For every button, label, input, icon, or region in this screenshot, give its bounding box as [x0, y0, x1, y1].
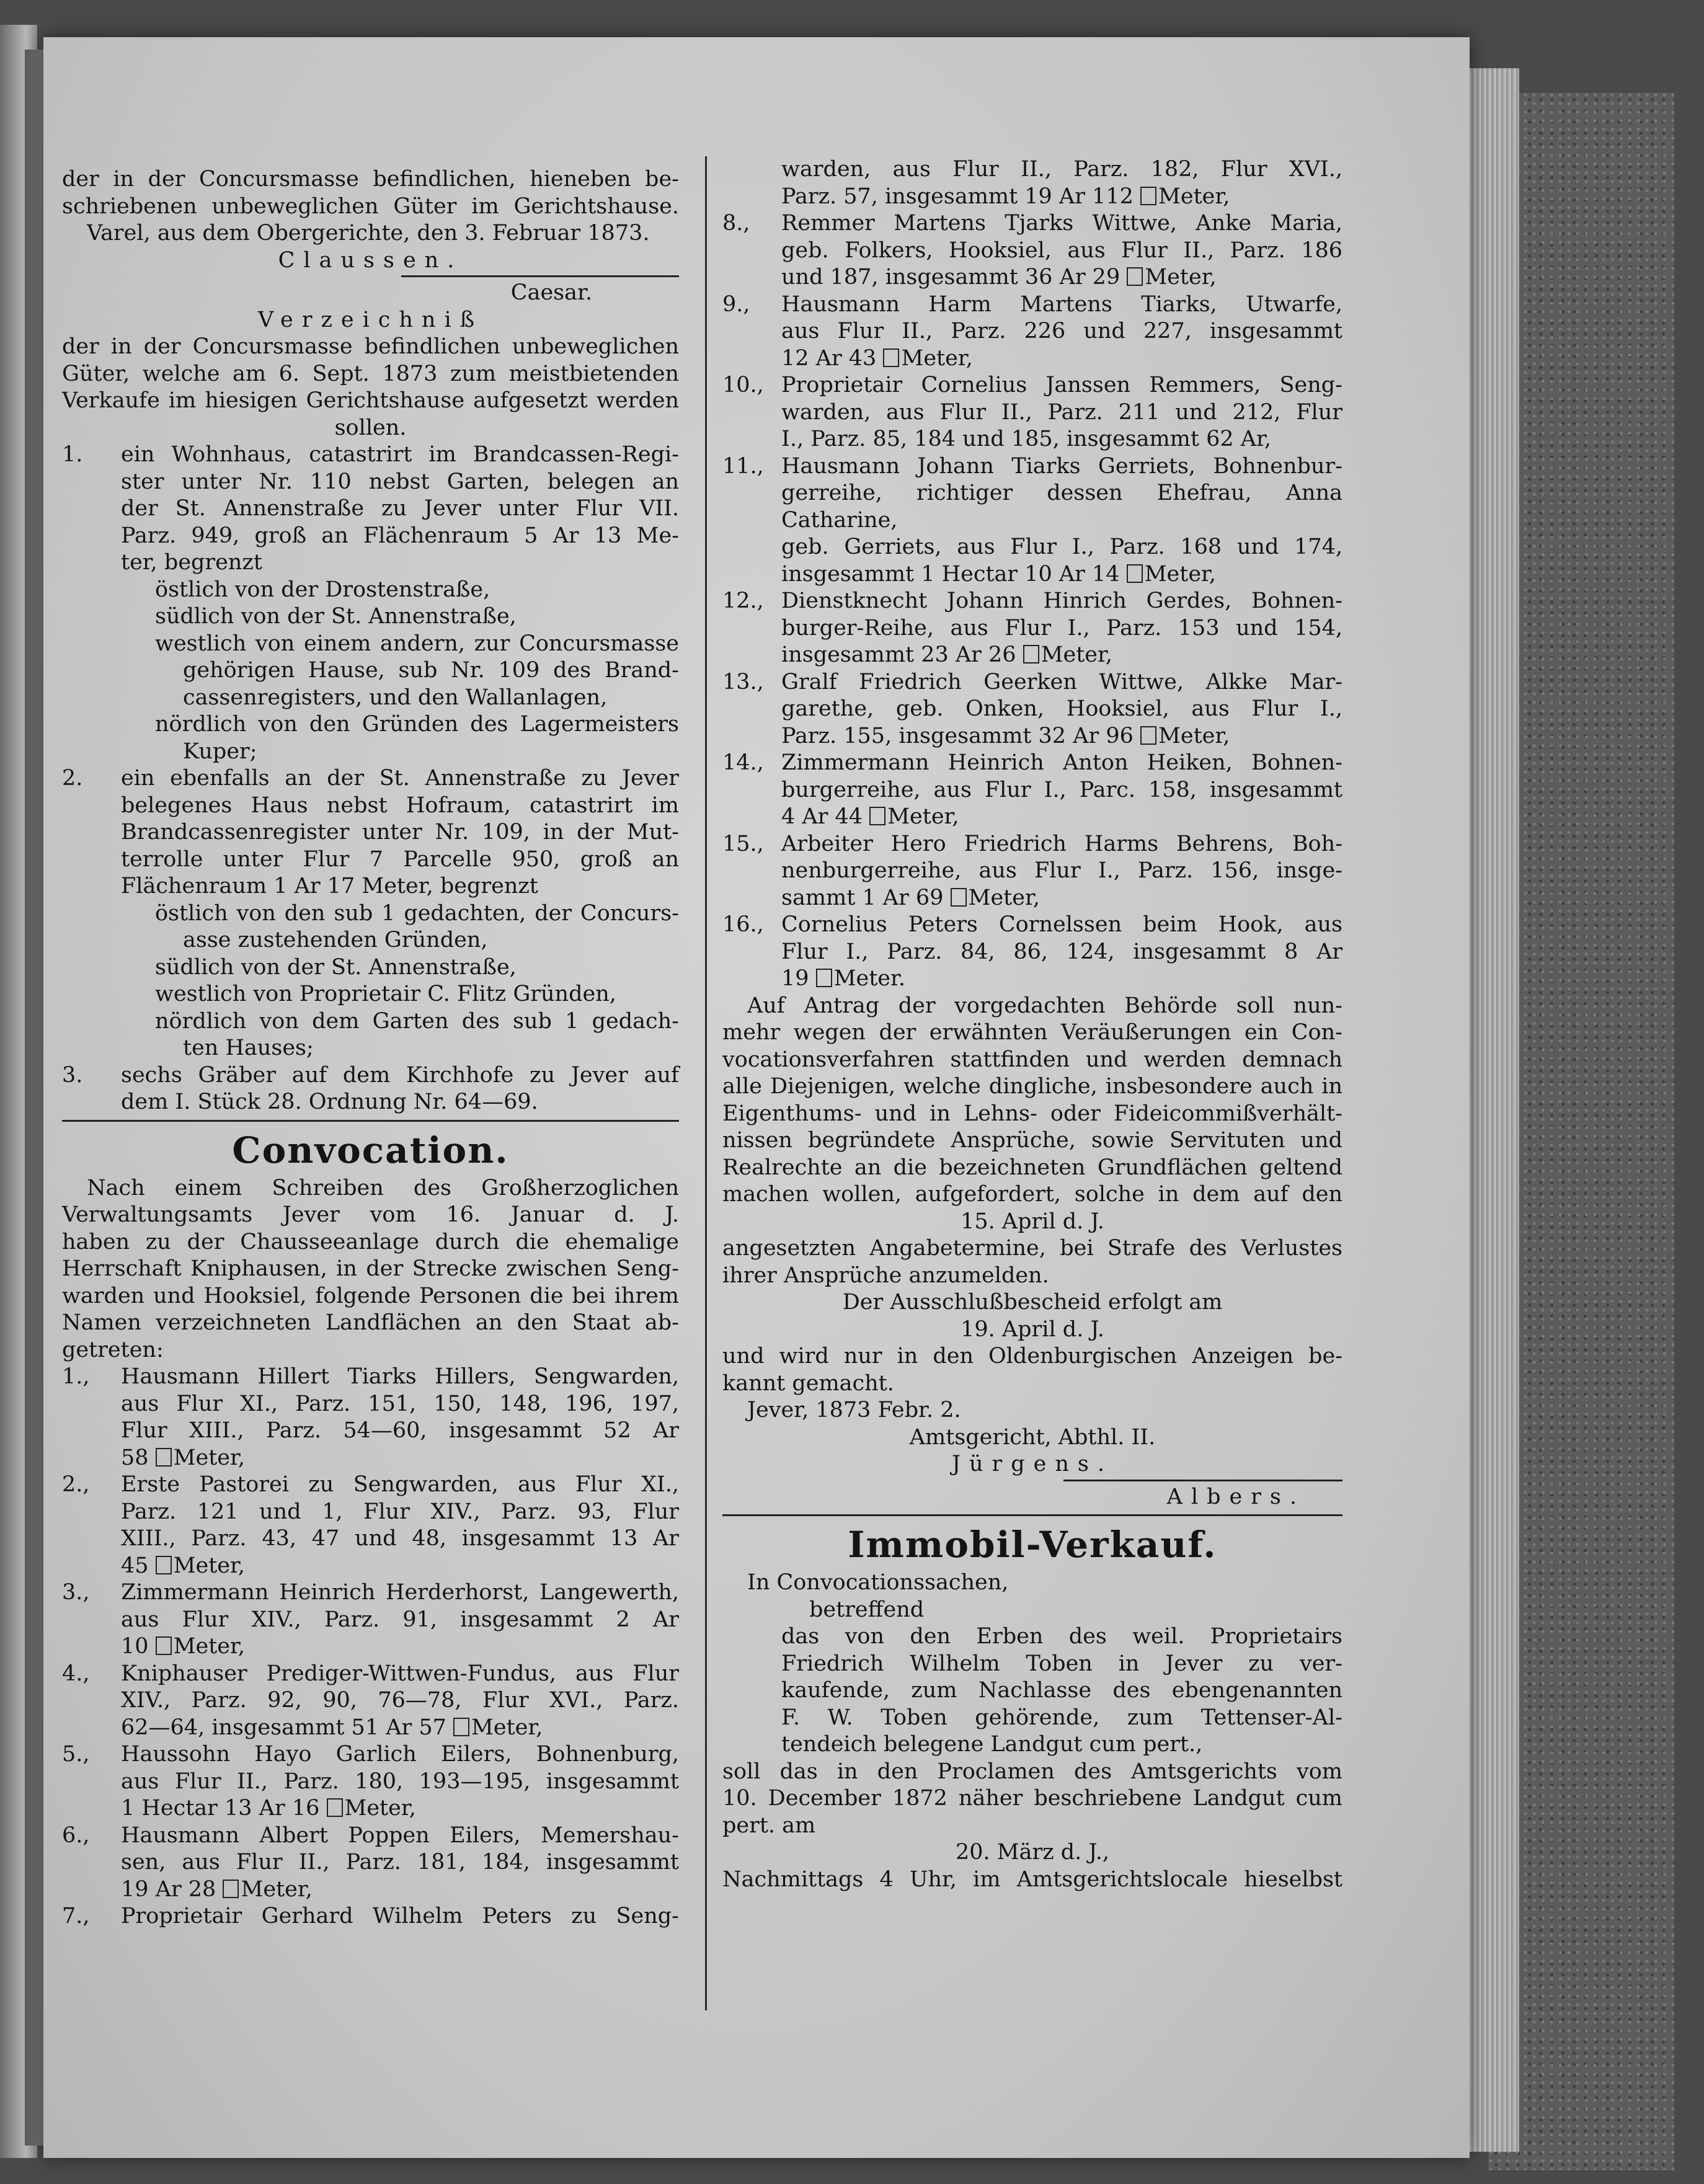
closing-line: Auf Antrag der vorgedachten Behörde soll nun-: [747, 993, 1342, 1018]
list-item: 9., Hausmann Harm Martens Tiarks, Utwarfe,: [722, 291, 1342, 317]
immobil-desc: tendeich belegene Landgut cum pert.,: [781, 1732, 1203, 1757]
item-number: 2.: [62, 766, 83, 791]
list-item: 11., Hausmann Johann Tiarks Gerriets, Bohnenbur-: [722, 453, 1342, 479]
verzeichnis-line: der in der Concursmasse befindlichen unbeweglichen: [62, 334, 679, 359]
square-symbol: [223, 1880, 239, 1898]
list-item-line: aus Flur XI., Parz. 151, 150, 148, 196, 197,: [121, 1391, 679, 1416]
square-symbol: [156, 1448, 172, 1467]
list-item-line: 62—64, insgesammt 51 Ar 57 Meter,: [121, 1715, 543, 1740]
closing-line: alle Diejenigen, welche dingliche, insbesondere auch in: [722, 1074, 1342, 1099]
list-item: 15., Arbeiter Hero Friedrich Harms Behrens, Boh-: [722, 831, 1342, 856]
square-symbol: [883, 348, 899, 367]
list-item-line: Parz. 57, insgesammt 19 Ar 112 Meter,: [781, 184, 1230, 209]
immobil-desc: kaufende, zum Nachlasse des ebengenannten: [781, 1678, 1342, 1703]
list-item-line: Flächenraum 1 Ar 17 Meter, begrenzt: [121, 874, 538, 899]
closing-line: kannt gemacht.: [722, 1370, 894, 1396]
closing-line: Der Ausschlußbescheid erfolgt am: [842, 1290, 1223, 1315]
section-rule: [62, 1120, 679, 1122]
closing-line: und wird nur in den Oldenburgischen Anzeigen be-: [722, 1344, 1342, 1369]
closing-line: nissen begründete Ansprüche, sowie Servituten und: [722, 1128, 1342, 1153]
convocation-line: warden und Hooksiel, folgende Personen die bei ihrem: [62, 1283, 679, 1308]
square-symbol: [816, 969, 832, 987]
signature-rule: [1063, 1480, 1342, 1481]
list-item: 16., Cornelius Peters Cornelssen beim Hook, aus: [722, 912, 1342, 937]
list-item-line: insgesammt 1 Hectar 10 Ar 14 Meter,: [781, 561, 1217, 587]
list-item-line: terrolle unter Flur 7 Parcelle 950, groß an: [121, 846, 679, 872]
boundary-line: nördlich von dem Garten des sub 1 gedach-: [155, 1008, 679, 1034]
right-column: [722, 156, 1342, 1893]
square-symbol: [453, 1718, 469, 1736]
list-item-line: 58 Meter,: [121, 1445, 246, 1470]
list-item-line: sammt 1 Ar 69 Meter,: [781, 885, 1040, 910]
list-item: 8., Remmer Martens Tjarks Wittwe, Anke Maria,: [722, 211, 1342, 236]
square-symbol: [1127, 267, 1143, 286]
list-item-line: XIII., Parz. 43, 47 und 48, insgesammt 13 Ar: [121, 1526, 679, 1551]
signature-juergens: Jürgens.: [951, 1452, 1114, 1476]
intro-line: schriebenen unbeweglichen Güter im Gerichtshause.: [62, 193, 679, 219]
list-item-line: ter, begrenzt: [121, 550, 262, 575]
verzeichnis-title: Verzeichniß: [257, 307, 484, 332]
square-symbol: [869, 807, 885, 825]
signature-caesar: Caesar.: [510, 280, 592, 305]
square-symbol: [1140, 187, 1156, 205]
list-item-line: insgesammt 23 Ar 26 Meter,: [781, 642, 1113, 667]
verzeichnis-line: Verkaufe im hiesigen Gerichtshause aufgesetzt werden: [62, 388, 679, 413]
convocation-line: haben zu der Chausseeanlage durch die ehemalige: [62, 1229, 679, 1254]
convocation-title: Convocation.: [232, 1129, 509, 1171]
immobil-line: In Convocationssachen,: [747, 1570, 1009, 1595]
list-item-line: 10 Meter,: [121, 1634, 246, 1659]
immobil-desc: das von den Erben des weil. Proprietairs: [781, 1624, 1342, 1649]
list-item-line: aus Flur XIV., Parz. 91, insgesammt 2 Ar: [121, 1607, 679, 1632]
court-name: Amtsgericht, Abthl. II.: [909, 1424, 1156, 1450]
list-item-line: Parz. 121 und 1, Flur XIV., Parz. 93, Flur: [121, 1499, 679, 1524]
square-symbol: [156, 1636, 172, 1655]
signature-claussen: Claussen.: [278, 247, 463, 273]
list-item-line: I., Parz. 85, 184 und 185, insgesammt 62 Ar,: [781, 427, 1272, 451]
list-item-line: 45 Meter,: [121, 1553, 246, 1578]
boundary-line: Kuper;: [183, 739, 257, 764]
boundary-line: östlich von den sub 1 gedachten, der Concurs-: [155, 900, 679, 926]
sale-time: Nachmittags 4 Uhr, im Amtsgerichtslocale hieselbst: [722, 1867, 1342, 1892]
place-date: Jever, 1873 Febr. 2.: [747, 1398, 961, 1423]
list-item-line: burger-Reihe, aus Flur I., Parz. 153 und 154,: [781, 615, 1342, 641]
list-item: 5., Haussohn Hayo Garlich Eilers, Bohnenburg,: [62, 1742, 679, 1767]
list-item-line: Flur XIII., Parz. 54—60, insgesammt 52 Ar: [121, 1418, 679, 1443]
item-number: 3.: [62, 1062, 83, 1088]
intro-dateline: Varel, aus dem Obergerichte, den 3. Februar 1873.: [87, 221, 650, 246]
list-item-line: XIV., Parz. 92, 90, 76—78, Flur XVI., Parz.: [121, 1688, 679, 1713]
boundary-line: östlich von der Drostenstraße,: [155, 577, 490, 602]
convocation-line: Nach einem Schreiben des Großherzoglichen: [87, 1175, 679, 1201]
list-item-line: dem I. Stück 28. Ordnung Nr. 64—69.: [121, 1090, 538, 1114]
square-symbol: [156, 1556, 172, 1574]
list-item-line: aus Flur II., Parz. 180, 193—195, insgesammt: [121, 1769, 679, 1794]
list-item-line: warden, aus Flur II., Parz. 182, Flur XVI.,: [781, 157, 1342, 182]
immobil-line: betreffend: [809, 1597, 925, 1622]
list-item-line: garethe, geb. Onken, Hooksiel, aus Flur I.,: [781, 696, 1342, 721]
list-item-line: Flur I., Parz. 84, 86, 124, insgesammt 8 Ar: [781, 939, 1342, 964]
boundary-line: nördlich von den Gründen des Lagermeisters: [155, 712, 679, 737]
list-item-line: warden, aus Flur II., Parz. 211 und 212, Flur: [781, 399, 1342, 425]
intro-line: der in der Concursmasse befindlichen, hieneben be-: [62, 167, 679, 192]
convocation-line: getreten:: [62, 1337, 164, 1362]
list-item-line: der St. Annenstraße zu Jever unter Flur VII.: [121, 496, 679, 521]
boundary-line: gehörigen Hause, sub Nr. 109 des Brand-: [183, 658, 679, 683]
list-item: 7., Proprietair Gerhard Wilhelm Peters zu Seng-: [62, 1904, 679, 1929]
immobil-body: pert. am: [722, 1813, 816, 1838]
immobil-desc: Friedrich Wilhelm Toben in Jever zu ver-: [781, 1651, 1342, 1676]
boundary-line: südlich von der St. Annenstraße,: [155, 604, 517, 629]
square-symbol: [327, 1798, 343, 1817]
list-item-line: 19 Ar 28 Meter,: [121, 1876, 313, 1902]
boundary-line: westlich von einem andern, zur Concursmasse: [155, 631, 679, 656]
boundary-line: westlich von Proprietair C. Flitz Gründen,: [155, 982, 616, 1006]
closing-line: mehr wegen der erwähnten Veräußerungen ein Con-: [722, 1020, 1342, 1045]
decision-date: 19. April d. J.: [961, 1316, 1104, 1342]
convocation-line: Verwaltungsamts Jever vom 16. Januar d. J.: [62, 1202, 679, 1227]
list-item: 1., Hausmann Hillert Tiarks Hillers, Sengwarden,: [62, 1364, 679, 1389]
square-symbol: [1023, 645, 1039, 664]
closing-line: ihrer Ansprüche anzumelden.: [722, 1263, 1049, 1288]
verzeichnis-line: Güter, welche am 6. Sept. 1873 zum meistbietenden: [62, 361, 679, 386]
list-item: 6., Hausmann Albert Poppen Eilers, Memershau-: [62, 1822, 679, 1848]
list-item-line: geb. Gerriets, aus Flur I., Parz. 168 und 174,: [781, 535, 1342, 559]
list-item: 2. ein ebenfalls an der St. Annenstraße zu Jever: [62, 765, 679, 792]
list-item-line: gerreihe, richtiger dessen Ehefrau, Anna Catharine,: [781, 481, 1342, 533]
column-divider: [705, 156, 707, 2010]
list-item: 1. ein Wohnhaus, catastrirt im Brandcassen-Regi-: [62, 442, 679, 469]
signature-albers: Albers.: [1166, 1484, 1305, 1509]
convocation-line: Herrschaft Kniphausen, in der Strecke zwischen Seng-: [62, 1256, 679, 1281]
list-item-line: Brandcassenregister unter Nr. 109, in der Mut-: [121, 820, 679, 845]
item-number: 1.: [62, 442, 83, 467]
square-symbol: [951, 888, 967, 907]
list-item-line: 12 Ar 43 Meter,: [781, 345, 973, 371]
left-column: [62, 166, 679, 1930]
list-item: 2., Erste Pastorei zu Sengwarden, aus Flur XI.,: [62, 1472, 679, 1497]
closing-line: Realrechte an die bezeichneten Grundflächen geltend: [722, 1155, 1342, 1180]
list-item-line: 4 Ar 44 Meter,: [781, 804, 959, 829]
list-item-line: geb. Folkers, Hooksiel, aus Flur II., Parz. 186: [781, 237, 1342, 263]
convocation-line: Namen verzeichneten Landflächen an den Staat ab-: [62, 1310, 679, 1335]
list-item-line: und 187, insgesammt 36 Ar 29 Meter,: [781, 265, 1217, 290]
list-item: 4., Kniphauser Prediger-Wittwen-Fundus, aus Flur: [62, 1661, 679, 1686]
immobil-title: Immobil-Verkauf.: [848, 1524, 1217, 1566]
list-item-line: aus Flur II., Parz. 226 und 227, insgesammt: [781, 319, 1342, 344]
list-item: 12., Dienstknecht Johann Hinrich Gerdes, Bohnen-: [722, 588, 1342, 613]
list-item-line: 1 Hectar 13 Ar 16 Meter,: [121, 1796, 416, 1821]
immobil-body: soll das in den Proclamen des Amtsgerichts vom: [722, 1759, 1342, 1784]
list-item: 14., Zimmermann Heinrich Anton Heiken, Bohnen-: [722, 750, 1342, 775]
list-item-line: Parz. 949, groß an Flächenraum 5 Ar 13 Me-: [121, 523, 679, 548]
list-item-line: belegenes Haus nebst Hofraum, catastrirt im: [121, 792, 679, 818]
list-item-line: 19 Meter.: [781, 966, 906, 991]
closing-line: angesetzten Angabetermine, bei Strafe des Verlustes: [722, 1236, 1342, 1261]
closing-line: machen wollen, aufgefordert, solche in dem auf den: [722, 1182, 1342, 1207]
immobil-desc: F. W. Toben gehörende, zum Tettenser-Al-: [781, 1705, 1342, 1730]
boundary-line: ten Hauses;: [183, 1036, 314, 1060]
verzeichnis-line: sollen.: [334, 415, 407, 440]
list-item-line: nenburgerreihe, aus Flur I., Parz. 156, insge-: [781, 858, 1342, 883]
list-item-line: Parz. 155, insgesammt 32 Ar 96 Meter,: [781, 723, 1230, 748]
list-item: 3., Zimmermann Heinrich Herderhorst, Langewerth,: [62, 1580, 679, 1605]
list-item-line: sen, aus Flur II., Parz. 181, 184, insgesammt: [121, 1850, 679, 1875]
immobil-body: 10. December 1872 näher beschriebene Landgut cum: [722, 1786, 1342, 1811]
deadline-date: 15. April d. J.: [961, 1209, 1104, 1234]
boundary-line: südlich von der St. Annenstraße,: [155, 954, 517, 980]
closing-line: Eigenthums- und in Lehns- oder Fideicommißverhält-: [722, 1101, 1342, 1126]
list-item-line: burgerreihe, aus Flur I., Parc. 158, insgesammt: [781, 777, 1342, 802]
list-item: 10., Proprietair Cornelius Janssen Remmers, Seng-: [722, 373, 1342, 397]
square-symbol: [1127, 564, 1143, 583]
boundary-line: cassenregisters, und den Wallanlagen,: [183, 685, 608, 710]
list-item: 13., Gralf Friedrich Geerken Wittwe, Alkke Mar-: [722, 669, 1342, 695]
closing-line: vocationsverfahren stattfinden und werden demnach: [722, 1047, 1342, 1072]
section-rule: [722, 1514, 1342, 1516]
boundary-line: asse zustehenden Gründen,: [183, 928, 488, 952]
square-symbol: [1140, 726, 1156, 745]
list-item: 3. sechs Gräber auf dem Kirchhofe zu Jever auf: [62, 1062, 679, 1090]
signature-rule: [401, 275, 679, 277]
sale-date: 20. März d. J.,: [955, 1840, 1109, 1865]
list-item-line: ster unter Nr. 110 nebst Garten, belegen an: [121, 469, 679, 494]
